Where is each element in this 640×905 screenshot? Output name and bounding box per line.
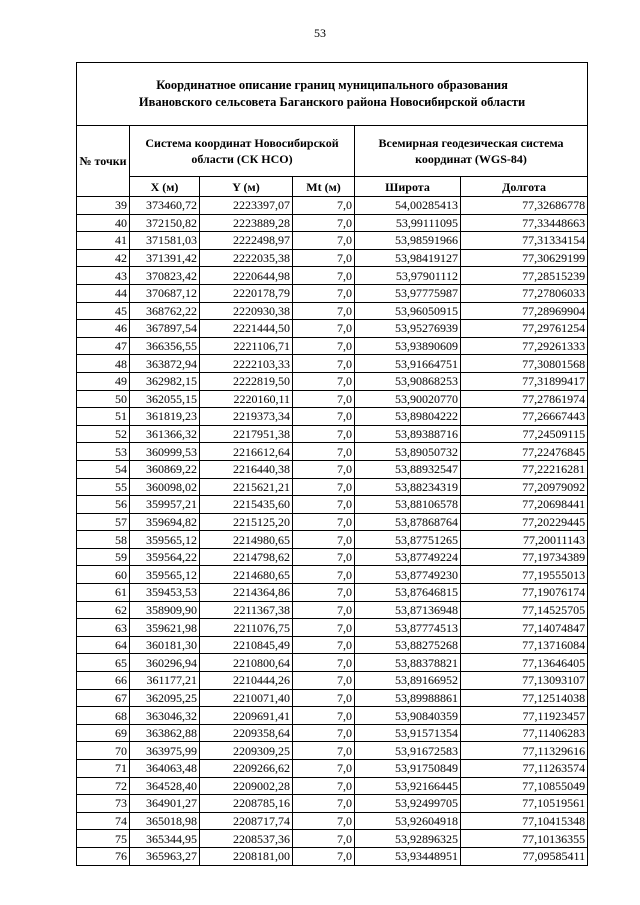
- longitude-cell: 77,27806033: [461, 284, 588, 302]
- mt-column-header: Mt (м): [293, 177, 355, 197]
- x-cell: 365963,27: [130, 847, 200, 865]
- y-cell: 2208717,74: [200, 812, 293, 830]
- mt-cell: 7,0: [293, 372, 355, 390]
- longitude-cell: 77,19076174: [461, 584, 588, 602]
- mt-cell: 7,0: [293, 830, 355, 848]
- x-cell: 367897,54: [130, 320, 200, 338]
- point-number-cell: 46: [77, 320, 130, 338]
- mt-cell: 7,0: [293, 795, 355, 813]
- mt-cell: 7,0: [293, 390, 355, 408]
- page-number: 53: [314, 26, 326, 40]
- table-row: [77, 267, 588, 285]
- mt-cell: 7,0: [293, 267, 355, 285]
- point-number-cell: 44: [77, 284, 130, 302]
- mt-cell: 7,0: [293, 548, 355, 566]
- x-cell: 362055,15: [130, 390, 200, 408]
- latitude-cell: 53,96050915: [355, 302, 461, 320]
- longitude-cell: 77,14074847: [461, 619, 588, 637]
- y-cell: 2208181,00: [200, 847, 293, 865]
- point-number-cell: 56: [77, 496, 130, 514]
- y-cell: 2223889,28: [200, 214, 293, 232]
- x-cell: 364528,40: [130, 777, 200, 795]
- mt-cell: 7,0: [293, 636, 355, 654]
- longitude-cell: 77,20229445: [461, 513, 588, 531]
- y-cell: 2221444,50: [200, 320, 293, 338]
- table-row: [77, 707, 588, 725]
- point-number-cell: 67: [77, 689, 130, 707]
- table-row: [77, 460, 588, 478]
- latitude-cell: 53,92166445: [355, 777, 461, 795]
- longitude-cell: 77,29761254: [461, 320, 588, 338]
- longitude-cell: 77,22216281: [461, 460, 588, 478]
- x-cell: 363872,94: [130, 355, 200, 373]
- nso-system-header: Система координат Новосибирской области (СК НСО): [130, 126, 355, 177]
- table-row: [77, 425, 588, 443]
- mt-cell: 7,0: [293, 672, 355, 690]
- table-row: [77, 742, 588, 760]
- x-cell: 358909,90: [130, 601, 200, 619]
- table-title: [77, 63, 588, 126]
- point-number-cell: 54: [77, 460, 130, 478]
- latitude-cell: 53,87774513: [355, 619, 461, 637]
- longitude-cell: 77,29261333: [461, 337, 588, 355]
- y-cell: 2220644,98: [200, 267, 293, 285]
- mt-cell: 7,0: [293, 460, 355, 478]
- x-cell: 363975,99: [130, 742, 200, 760]
- mt-cell: 7,0: [293, 724, 355, 742]
- x-cell: 360181,30: [130, 636, 200, 654]
- latitude-cell: 53,90840359: [355, 707, 461, 725]
- table-row: [77, 566, 588, 584]
- table-row: [77, 654, 588, 672]
- table-row: [77, 478, 588, 496]
- y-cell: 2222498,97: [200, 232, 293, 250]
- y-cell: 2209691,41: [200, 707, 293, 725]
- table-row: [77, 372, 588, 390]
- table-row: [77, 249, 588, 267]
- point-number-cell: 63: [77, 619, 130, 637]
- point-number-cell: 62: [77, 601, 130, 619]
- point-number-cell: 41: [77, 232, 130, 250]
- y-cell: 2211367,38: [200, 601, 293, 619]
- y-cell: 2221106,71: [200, 337, 293, 355]
- longitude-cell: 77,28515239: [461, 267, 588, 285]
- y-cell: 2222103,33: [200, 355, 293, 373]
- mt-cell: 7,0: [293, 601, 355, 619]
- table-row: [77, 847, 588, 865]
- y-cell: 2223397,07: [200, 197, 293, 215]
- point-number-cell: 64: [77, 636, 130, 654]
- y-cell: 2209266,62: [200, 760, 293, 778]
- y-cell: 2214980,65: [200, 531, 293, 549]
- mt-cell: 7,0: [293, 284, 355, 302]
- latitude-cell: 53,90868253: [355, 372, 461, 390]
- latitude-cell: 53,88234319: [355, 478, 461, 496]
- mt-cell: 7,0: [293, 302, 355, 320]
- y-cell: 2220160,11: [200, 390, 293, 408]
- x-cell: 359453,53: [130, 584, 200, 602]
- latitude-cell: 53,95276939: [355, 320, 461, 338]
- latitude-cell: 53,88106578: [355, 496, 461, 514]
- mt-cell: 7,0: [293, 812, 355, 830]
- latitude-cell: 53,92896325: [355, 830, 461, 848]
- mt-cell: 7,0: [293, 320, 355, 338]
- latitude-cell: 53,90020770: [355, 390, 461, 408]
- longitude-cell: 77,09585411: [461, 847, 588, 865]
- table-row: [77, 531, 588, 549]
- point-number-cell: 60: [77, 566, 130, 584]
- x-cell: 363046,32: [130, 707, 200, 725]
- longitude-column-header: Долгота: [461, 177, 588, 197]
- point-number-cell: 51: [77, 408, 130, 426]
- longitude-cell: 77,20698441: [461, 496, 588, 514]
- x-cell: 361819,23: [130, 408, 200, 426]
- latitude-cell: 53,91664751: [355, 355, 461, 373]
- point-number-cell: 66: [77, 672, 130, 690]
- table-row: [77, 601, 588, 619]
- table-row: [77, 636, 588, 654]
- wgs-system-header: Всемирная геодезическая система координат (WGS-84): [355, 126, 588, 177]
- mt-cell: 7,0: [293, 478, 355, 496]
- longitude-cell: 77,11263574: [461, 760, 588, 778]
- x-cell: 372150,82: [130, 214, 200, 232]
- y-cell: 2210071,40: [200, 689, 293, 707]
- y-cell: 2214364,86: [200, 584, 293, 602]
- mt-cell: 7,0: [293, 689, 355, 707]
- x-cell: 359565,12: [130, 566, 200, 584]
- mt-cell: 7,0: [293, 249, 355, 267]
- table-row: [77, 390, 588, 408]
- mt-cell: 7,0: [293, 531, 355, 549]
- y-cell: 2219373,34: [200, 408, 293, 426]
- y-cell: 2209002,28: [200, 777, 293, 795]
- latitude-cell: 53,87136948: [355, 601, 461, 619]
- longitude-cell: 77,27861974: [461, 390, 588, 408]
- mt-cell: 7,0: [293, 584, 355, 602]
- longitude-cell: 77,11329616: [461, 742, 588, 760]
- mt-cell: 7,0: [293, 566, 355, 584]
- longitude-cell: 77,10519561: [461, 795, 588, 813]
- latitude-cell: 53,88932547: [355, 460, 461, 478]
- point-number-cell: 70: [77, 742, 130, 760]
- x-cell: 361366,32: [130, 425, 200, 443]
- y-cell: 2214798,62: [200, 548, 293, 566]
- latitude-cell: 53,89050732: [355, 443, 461, 461]
- mt-cell: 7,0: [293, 654, 355, 672]
- latitude-cell: 53,89166952: [355, 672, 461, 690]
- x-cell: 362982,15: [130, 372, 200, 390]
- x-cell: 360296,94: [130, 654, 200, 672]
- y-cell: 2209358,64: [200, 724, 293, 742]
- longitude-cell: 77,31899417: [461, 372, 588, 390]
- x-cell: 360999,53: [130, 443, 200, 461]
- latitude-cell: 53,87868764: [355, 513, 461, 531]
- longitude-cell: 77,33448663: [461, 214, 588, 232]
- table-row: [77, 214, 588, 232]
- x-cell: 364063,48: [130, 760, 200, 778]
- latitude-cell: 53,87749230: [355, 566, 461, 584]
- table-row: [77, 284, 588, 302]
- x-cell: 359621,98: [130, 619, 200, 637]
- y-cell: 2217951,38: [200, 425, 293, 443]
- y-cell: 2208537,36: [200, 830, 293, 848]
- y-cell: 2215435,60: [200, 496, 293, 514]
- latitude-cell: 53,87646815: [355, 584, 461, 602]
- point-number-cell: 75: [77, 830, 130, 848]
- longitude-cell: 77,19555013: [461, 566, 588, 584]
- latitude-cell: 53,92604918: [355, 812, 461, 830]
- longitude-cell: 77,19734389: [461, 548, 588, 566]
- mt-cell: 7,0: [293, 337, 355, 355]
- point-number-cell: 71: [77, 760, 130, 778]
- table-row: [77, 197, 588, 215]
- point-number-cell: 55: [77, 478, 130, 496]
- x-cell: 359565,12: [130, 531, 200, 549]
- x-cell: 359564,22: [130, 548, 200, 566]
- y-cell: 2222819,50: [200, 372, 293, 390]
- longitude-cell: 77,20011143: [461, 531, 588, 549]
- point-number-cell: 58: [77, 531, 130, 549]
- table-row: [77, 724, 588, 742]
- x-cell: 370687,12: [130, 284, 200, 302]
- point-number-cell: 45: [77, 302, 130, 320]
- longitude-cell: 77,30629199: [461, 249, 588, 267]
- latitude-cell: 53,87751265: [355, 531, 461, 549]
- longitude-cell: 77,22476845: [461, 443, 588, 461]
- latitude-cell: 53,88275268: [355, 636, 461, 654]
- x-cell: 370823,42: [130, 267, 200, 285]
- longitude-cell: 77,30801568: [461, 355, 588, 373]
- point-number-cell: 61: [77, 584, 130, 602]
- x-cell: 365344,95: [130, 830, 200, 848]
- x-cell: 366356,55: [130, 337, 200, 355]
- longitude-cell: 77,11923457: [461, 707, 588, 725]
- mt-cell: 7,0: [293, 777, 355, 795]
- point-number-cell: 42: [77, 249, 130, 267]
- table-row: [77, 584, 588, 602]
- table-row: [77, 337, 588, 355]
- point-number-cell: 65: [77, 654, 130, 672]
- x-cell: 371391,42: [130, 249, 200, 267]
- y-cell: 2216612,64: [200, 443, 293, 461]
- longitude-cell: 77,26667443: [461, 408, 588, 426]
- longitude-cell: 77,32686778: [461, 197, 588, 215]
- x-cell: 360869,22: [130, 460, 200, 478]
- y-cell: 2215125,20: [200, 513, 293, 531]
- title-line-1: Координатное описание границ муниципального образования: [156, 78, 508, 92]
- table-row: [77, 496, 588, 514]
- latitude-cell: 53,97901112: [355, 267, 461, 285]
- table-row: [77, 689, 588, 707]
- point-number-cell: 43: [77, 267, 130, 285]
- latitude-cell: 53,91750849: [355, 760, 461, 778]
- y-cell: 2215621,21: [200, 478, 293, 496]
- mt-cell: 7,0: [293, 425, 355, 443]
- point-number-cell: 39: [77, 197, 130, 215]
- point-number-cell: 72: [77, 777, 130, 795]
- table-row: [77, 443, 588, 461]
- point-number-cell: 40: [77, 214, 130, 232]
- latitude-cell: 53,91571354: [355, 724, 461, 742]
- point-number-cell: 76: [77, 847, 130, 865]
- y-cell: 2208785,16: [200, 795, 293, 813]
- point-number-cell: 48: [77, 355, 130, 373]
- latitude-cell: 53,89804222: [355, 408, 461, 426]
- point-number-cell: 50: [77, 390, 130, 408]
- mt-cell: 7,0: [293, 707, 355, 725]
- x-cell: 363862,88: [130, 724, 200, 742]
- mt-cell: 7,0: [293, 513, 355, 531]
- mt-cell: 7,0: [293, 760, 355, 778]
- latitude-column-header: Широта: [355, 177, 461, 197]
- longitude-cell: 77,31334154: [461, 232, 588, 250]
- point-number-cell: 49: [77, 372, 130, 390]
- mt-cell: 7,0: [293, 847, 355, 865]
- latitude-cell: 53,88378821: [355, 654, 461, 672]
- point-number-cell: 52: [77, 425, 130, 443]
- longitude-cell: 77,10415348: [461, 812, 588, 830]
- mt-cell: 7,0: [293, 619, 355, 637]
- table-row: [77, 672, 588, 690]
- x-cell: 361177,21: [130, 672, 200, 690]
- mt-cell: 7,0: [293, 496, 355, 514]
- x-cell: 362095,25: [130, 689, 200, 707]
- y-cell: 2211076,75: [200, 619, 293, 637]
- point-number-header: № точки: [77, 126, 130, 197]
- title-line-2: Ивановского сельсовета Баганского района Новосибирской области: [138, 95, 526, 109]
- mt-cell: 7,0: [293, 443, 355, 461]
- y-cell: 2210444,26: [200, 672, 293, 690]
- point-number-cell: 74: [77, 812, 130, 830]
- latitude-cell: 53,93890609: [355, 337, 461, 355]
- y-column-header: Y (м): [200, 177, 293, 197]
- table-row: [77, 777, 588, 795]
- x-cell: 364901,27: [130, 795, 200, 813]
- x-cell: 360098,02: [130, 478, 200, 496]
- table-row: [77, 812, 588, 830]
- latitude-cell: 54,00285413: [355, 197, 461, 215]
- table-row: [77, 795, 588, 813]
- point-number-cell: 47: [77, 337, 130, 355]
- table-row: [77, 355, 588, 373]
- mt-cell: 7,0: [293, 355, 355, 373]
- longitude-cell: 77,28969904: [461, 302, 588, 320]
- x-column-header: X (м): [130, 177, 200, 197]
- longitude-cell: 77,10855049: [461, 777, 588, 795]
- latitude-cell: 53,89988861: [355, 689, 461, 707]
- longitude-cell: 77,14525705: [461, 601, 588, 619]
- y-cell: 2220178,79: [200, 284, 293, 302]
- point-number-cell: 68: [77, 707, 130, 725]
- x-cell: 371581,03: [130, 232, 200, 250]
- table-row: [77, 619, 588, 637]
- latitude-cell: 53,89388716: [355, 425, 461, 443]
- table-row: [77, 408, 588, 426]
- table-row: [77, 548, 588, 566]
- longitude-cell: 77,24509115: [461, 425, 588, 443]
- mt-cell: 7,0: [293, 214, 355, 232]
- longitude-cell: 77,10136355: [461, 830, 588, 848]
- latitude-cell: 53,99111095: [355, 214, 461, 232]
- y-cell: 2210845,49: [200, 636, 293, 654]
- x-cell: 368762,22: [130, 302, 200, 320]
- mt-cell: 7,0: [293, 408, 355, 426]
- point-number-cell: 73: [77, 795, 130, 813]
- latitude-cell: 53,93448951: [355, 847, 461, 865]
- y-cell: 2222035,38: [200, 249, 293, 267]
- latitude-cell: 53,98591966: [355, 232, 461, 250]
- longitude-cell: 77,13093107: [461, 672, 588, 690]
- table-row: [77, 830, 588, 848]
- table-row: [77, 232, 588, 250]
- table-row: [77, 513, 588, 531]
- point-number-cell: 57: [77, 513, 130, 531]
- mt-cell: 7,0: [293, 197, 355, 215]
- table-row: [77, 320, 588, 338]
- longitude-cell: 77,11406283: [461, 724, 588, 742]
- y-cell: 2209309,25: [200, 742, 293, 760]
- latitude-cell: 53,98419127: [355, 249, 461, 267]
- y-cell: 2220930,38: [200, 302, 293, 320]
- mt-cell: 7,0: [293, 232, 355, 250]
- x-cell: 359694,82: [130, 513, 200, 531]
- longitude-cell: 77,13646405: [461, 654, 588, 672]
- x-cell: 359957,21: [130, 496, 200, 514]
- x-cell: 373460,72: [130, 197, 200, 215]
- coordinates-table: [76, 62, 588, 866]
- latitude-cell: 53,92499705: [355, 795, 461, 813]
- longitude-cell: 77,12514038: [461, 689, 588, 707]
- longitude-cell: 77,13716084: [461, 636, 588, 654]
- latitude-cell: 53,91672583: [355, 742, 461, 760]
- point-number-cell: 69: [77, 724, 130, 742]
- y-cell: 2216440,38: [200, 460, 293, 478]
- latitude-cell: 53,97775987: [355, 284, 461, 302]
- table-row: [77, 760, 588, 778]
- point-number-cell: 59: [77, 548, 130, 566]
- y-cell: 2210800,64: [200, 654, 293, 672]
- table-body: [77, 197, 588, 866]
- y-cell: 2214680,65: [200, 566, 293, 584]
- mt-cell: 7,0: [293, 742, 355, 760]
- table-row: [77, 302, 588, 320]
- longitude-cell: 77,20979092: [461, 478, 588, 496]
- x-cell: 365018,98: [130, 812, 200, 830]
- latitude-cell: 53,87749224: [355, 548, 461, 566]
- point-number-cell: 53: [77, 443, 130, 461]
